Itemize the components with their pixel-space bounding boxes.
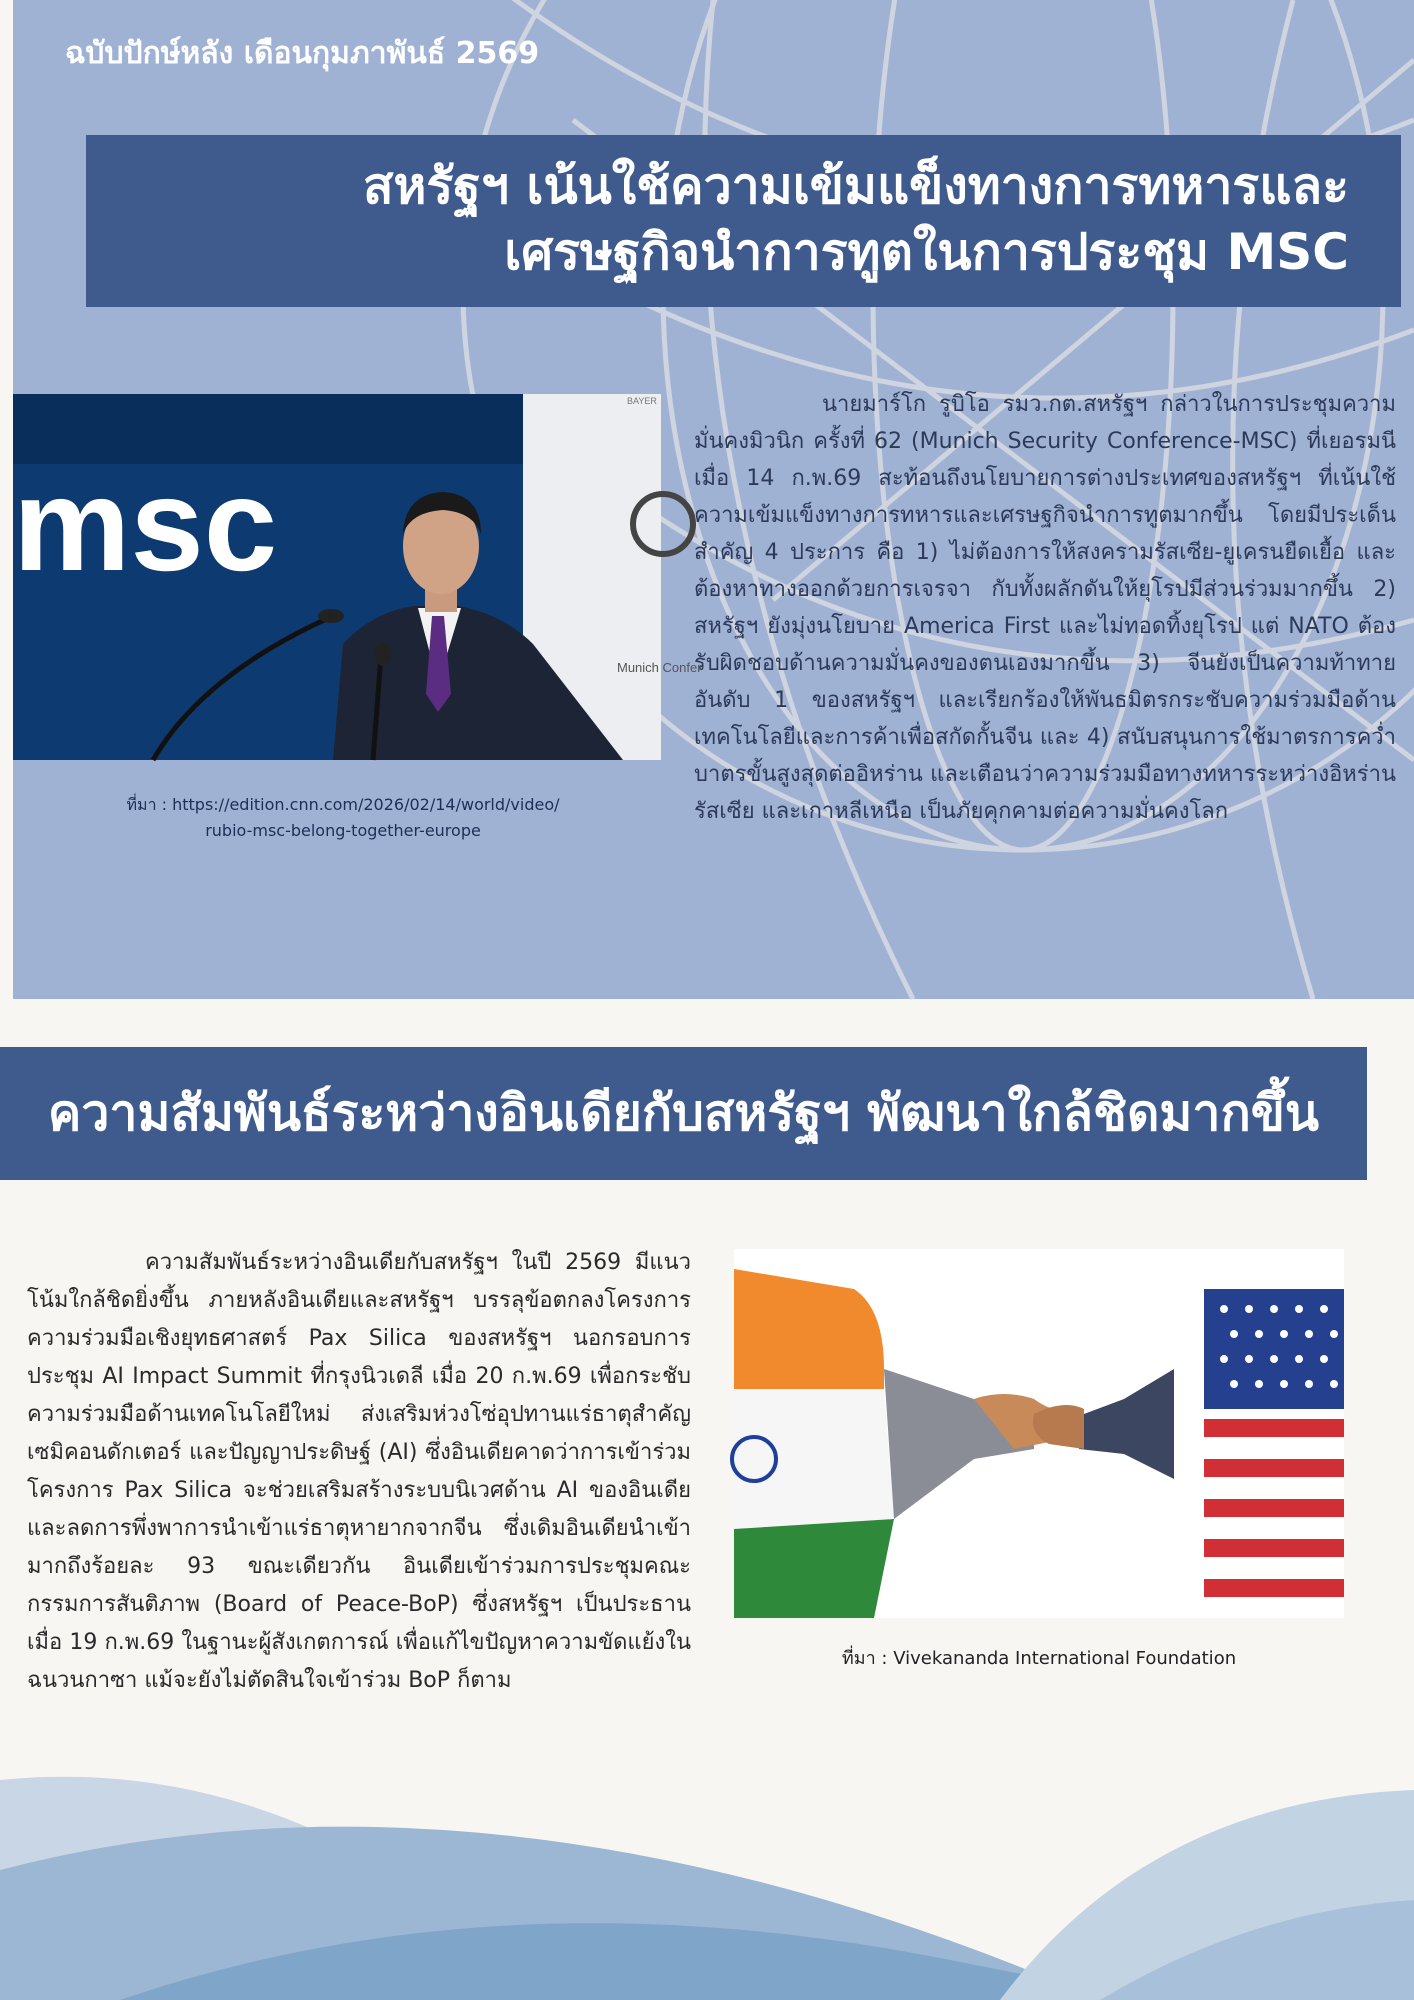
title-line: สหรัฐฯ เน้นใช้ความเข้มแข็งทางการทหารและ — [362, 157, 1349, 215]
bottom-wave-decoration — [0, 1760, 1414, 2000]
caption-line: rubio-msc-belong-together-europe — [205, 821, 481, 840]
caption-line: ที่มา : https://edition.cnn.com/2026/02/14/world/video/ — [126, 795, 560, 814]
photo-caption-source: ที่มา : Vivekananda International Foundation — [841, 1648, 1237, 1669]
msc-logo-text: msc — [13, 451, 278, 598]
article-title — [86, 135, 1401, 307]
article-body-text: นายมาร์โก รูบิโอ รมว.กต.สหรัฐฯ กล่าวในการประชุมความมั่นคงมิวนิก ครั้งที่ 62 (Munich Security Conference-MSC) ที่เยอรมนีเมื่อ 14 ก.พ.69 สะท้อนถึงนโยบายการต่างประเทศของสหรัฐฯ ที่เน้นใช้ความเข้มแข็งทางการทหารและเศรษฐกิจนำการทูตมากขึ้น โดยมีประเด็นสำคัญ 4 ประการ คือ 1) ไม่ต้องการให้สงครามรัสเซีย-ยูเครนยืดเยื้อ และต้องหาทางออกด้วยการเจรจา กับทั้งผลักดันให้ยุโรปมีส่วนร่วมมากขึ้น 2) สหรัฐฯ ยังมุ่งนโยบาย America First และไม่ทอดทิ้งยุโรป แต่ NATO ต้องรับผิดชอบด้านความมั่นคงของตนเองมากขึ้น 3) จีนยังเป็นความท้าทายอันดับ 1 ของสหรัฐฯ และเรียกร้องให้พันธมิตรกระชับความร่วมมือด้านเทคโนโลยีและการค้าเพื่อสกัดกั้นจีน และ 4) สนับสนุนการใช้มาตรการคว่ำบาตรขั้นสูงสุดต่ออิหร่าน และเตือนว่าความร่วมมือทางทหารระหว่างอิหร่าน รัสเซีย และเกาหลีเหนือ เป็นภัยคุกคามต่อความมั่นคงโลก — [694, 392, 1396, 824]
article-body — [27, 1244, 691, 1700]
title-line: เศรษฐกิจนำการทูตในการประชุม MSC — [504, 223, 1349, 281]
photo-caption-source — [53, 792, 633, 844]
edition-label: ฉบับปักษ์หลัง เดือนกุมภาพันธ์ 2569 — [65, 36, 540, 71]
sponsor-text: BAYER — [627, 396, 657, 406]
photo-illustration — [13, 394, 702, 760]
handshake-illustration — [734, 1249, 1344, 1618]
article-body-text: ความสัมพันธ์ระหว่างอินเดียกับสหรัฐฯ ในปี 2569 มีแนวโน้มใกล้ชิดยิ่งขึ้น ภายหลังอินเดียและสหรัฐฯ บรรลุข้อตกลงโครงการความร่วมมือเชิงยุทธศาสตร์ Pax Silica ของสหรัฐฯ นอกรอบการประชุม AI Impact Summit ที่กรุงนิวเดลี เมื่อ 20 ก.พ.69 เพื่อกระชับความร่วมมือด้านเทคโนโลยีใหม่ ส่งเสริมห่วงโซ่อุปทานแร่ธาตุสำคัญ เซมิคอนดักเตอร์ และปัญญาประดิษฐ์ (AI) ซึ่งอินเดียคาดว่าการเข้าร่วมโครงการ Pax Silica จะช่วยเสริมสร้างระบบนิเวศด้าน AI ของอินเดีย และลดการพึ่งพาการนำเข้าแร่ธาตุหายากจากจีน ซึ่งเดิมอินเดียนำเข้ามากถึงร้อยละ 93 ขณะเดียวกัน อินเดียเข้าร่วมการประชุมคณะกรรมการสันติภาพ (Board of Peace-BoP) ซึ่งสหรัฐฯ เป็นประธาน เมื่อ 19 ก.พ.69 ในฐานะผู้สังเกตการณ์ เพื่อแก้ไขปัญหาความขัดแย้งในฉนวนกาซา แม้จะยังไม่ตัดสินใจเข้าร่วม BoP ก็ตาม — [27, 1250, 691, 1693]
section-title: ความสัมพันธ์ระหว่างอินเดียกับสหรัฐฯ พัฒนาใกล้ชิดมากขึ้น — [0, 1047, 1367, 1180]
podium-text: Munich Confer — [617, 660, 702, 675]
rubio-msc-photo — [13, 394, 702, 760]
article-body — [694, 386, 1396, 830]
india-us-handshake-illustration — [734, 1249, 1344, 1618]
